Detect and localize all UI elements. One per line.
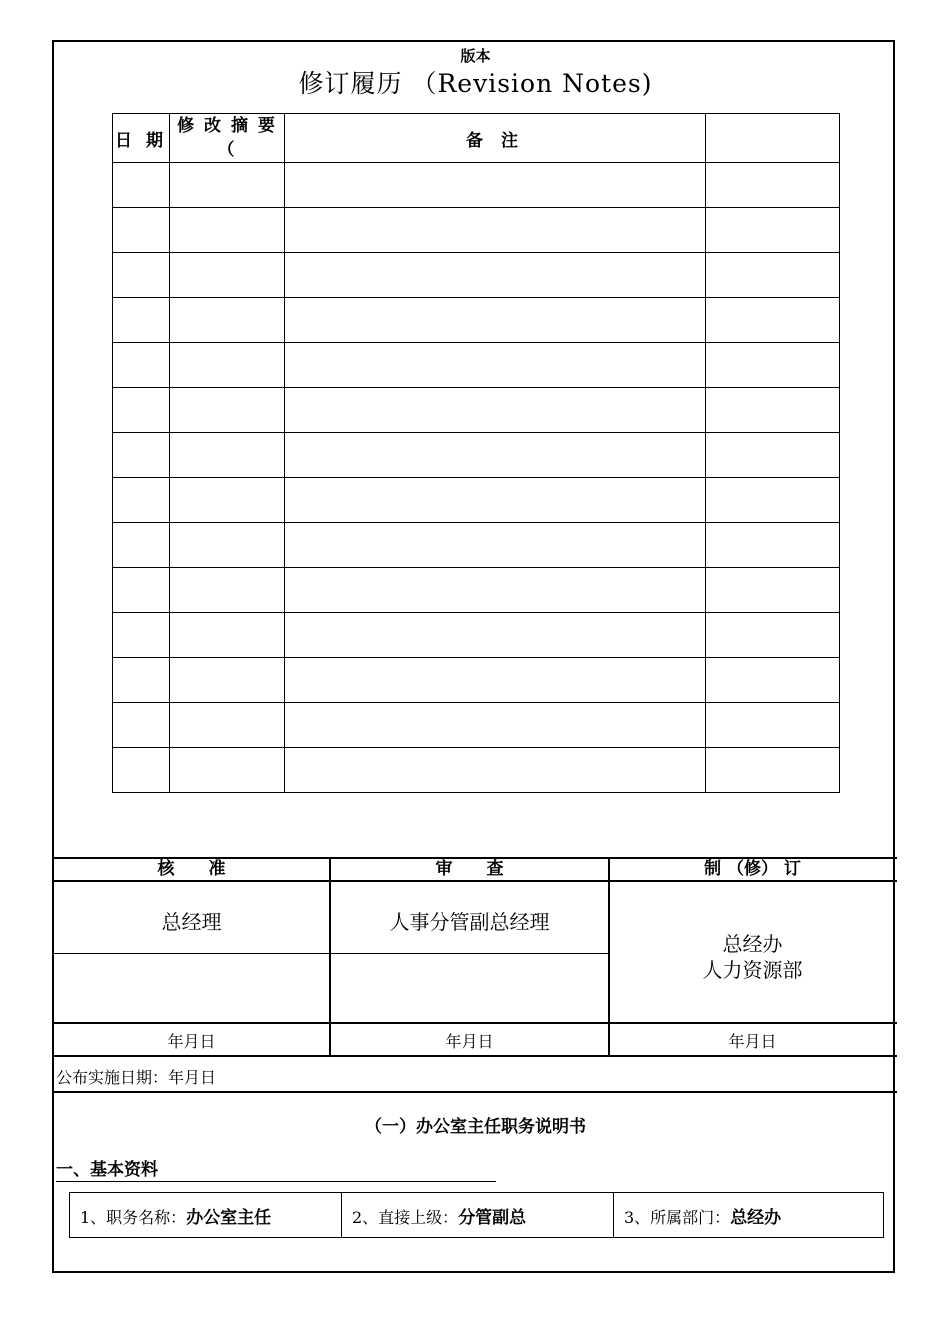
field-direct-superior (342, 1193, 614, 1237)
table-cell (170, 298, 285, 343)
table-cell (706, 523, 840, 568)
table-cell (170, 253, 285, 298)
table-cell (113, 703, 170, 748)
table-cell (285, 523, 706, 568)
signoff-divider-1 (329, 857, 331, 1057)
table-row (113, 388, 840, 433)
revision-table (112, 113, 840, 793)
table-cell (113, 298, 170, 343)
table-cell (285, 658, 706, 703)
table-cell (285, 748, 706, 793)
table-cell (706, 568, 840, 613)
table-cell (170, 208, 285, 253)
signoff-inner-line (54, 953, 609, 954)
table-row (113, 703, 840, 748)
table-cell (706, 703, 840, 748)
field-label: 2、直接上级： (352, 1208, 459, 1227)
review-heading: 审 查 (435, 859, 504, 879)
table-row (113, 298, 840, 343)
table-cell (113, 253, 170, 298)
table-cell (113, 163, 170, 208)
table-cell (285, 703, 706, 748)
signoff-heading-border (54, 880, 897, 882)
table-cell (113, 478, 170, 523)
table-cell (170, 478, 285, 523)
table-row (113, 658, 840, 703)
table-row (113, 568, 840, 613)
table-cell (706, 433, 840, 478)
page-title: 修订履历 （Revision Notes) (298, 69, 653, 98)
field-value: 分管副总 (458, 1208, 527, 1228)
table-cell (113, 388, 170, 433)
publish-bottom-border (54, 1091, 897, 1093)
table-row (113, 253, 840, 298)
table-cell (706, 658, 840, 703)
table-cell (285, 343, 706, 388)
table-cell (285, 478, 706, 523)
table-cell (170, 613, 285, 658)
table-cell (170, 703, 285, 748)
section-heading-basic-info: 一、基本资料 (56, 1155, 496, 1182)
table-row (113, 523, 840, 568)
draft-signer-line2: 人力资源部 (702, 958, 803, 982)
table-cell (113, 568, 170, 613)
field-label: 3、所属部门： (624, 1208, 731, 1227)
table-row (113, 208, 840, 253)
table-cell (285, 388, 706, 433)
publish-date: 公布实施日期：年月日 (56, 1068, 217, 1087)
document-frame (52, 40, 895, 1273)
table-cell (706, 748, 840, 793)
table-cell (170, 568, 285, 613)
table-cell (170, 658, 285, 703)
table-cell (706, 208, 840, 253)
table-cell (113, 208, 170, 253)
table-cell (170, 388, 285, 433)
draft-heading: 制 （修） 订 (704, 859, 801, 879)
table-cell (170, 343, 285, 388)
version-label: 版本 (460, 47, 491, 65)
table-cell (285, 298, 706, 343)
field-department (614, 1193, 884, 1237)
table-cell (706, 298, 840, 343)
signoff-date-border (54, 1022, 897, 1024)
field-position-name (70, 1193, 342, 1237)
table-cell (285, 253, 706, 298)
table-cell (113, 523, 170, 568)
table-row (113, 478, 840, 523)
column-header-summary: 修 改 摘 要（ (170, 114, 285, 163)
field-value: 办公室主任 (186, 1208, 272, 1228)
approve-heading: 核 准 (157, 859, 226, 879)
table-row (113, 343, 840, 388)
table-row (113, 433, 840, 478)
table-cell (285, 433, 706, 478)
table-cell (170, 163, 285, 208)
table-cell (285, 568, 706, 613)
draft-signer-line1: 总经办 (722, 932, 783, 956)
table-cell (170, 748, 285, 793)
approve-signer: 总经理 (161, 910, 222, 934)
field-label: 1、职务名称： (80, 1208, 187, 1227)
table-cell (706, 343, 840, 388)
table-cell (706, 388, 840, 433)
column-header-date: 日 期 (113, 114, 170, 163)
approve-date: 年月日 (167, 1032, 216, 1051)
table-cell (113, 343, 170, 388)
table-cell (285, 613, 706, 658)
table-cell (113, 433, 170, 478)
table-header-row (113, 114, 840, 163)
table-cell (706, 613, 840, 658)
table-cell (170, 433, 285, 478)
table-row (113, 748, 840, 793)
review-date: 年月日 (445, 1032, 494, 1051)
review-signer: 人事分管副总经理 (389, 910, 550, 934)
revision-table-body (113, 163, 840, 793)
table-cell (706, 163, 840, 208)
column-header-remarks: 备 注 (285, 114, 706, 163)
job-description-title: （一）办公室主任职务说明书 (365, 1117, 586, 1137)
table-cell (706, 253, 840, 298)
signoff-bottom-border (54, 1055, 897, 1057)
table-cell (113, 748, 170, 793)
draft-date: 年月日 (728, 1032, 777, 1051)
table-row (113, 163, 840, 208)
table-cell (170, 523, 285, 568)
table-cell (113, 658, 170, 703)
table-cell (285, 163, 706, 208)
table-cell (113, 613, 170, 658)
basic-info-box (69, 1192, 884, 1238)
field-value: 总经办 (730, 1208, 782, 1228)
column-header-blank (706, 114, 840, 163)
table-cell (706, 478, 840, 523)
table-row (113, 613, 840, 658)
table-cell (285, 208, 706, 253)
